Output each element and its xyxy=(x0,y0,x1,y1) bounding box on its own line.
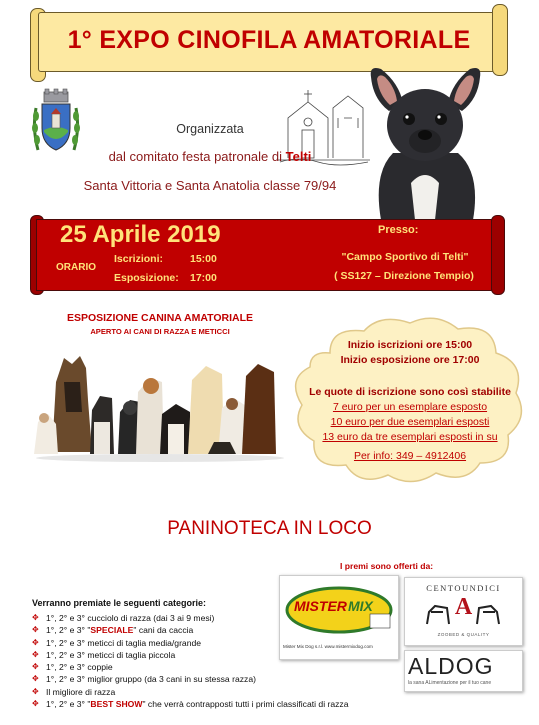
category-item: ✥ 1°, 2° e 3° meticci di taglia piccola xyxy=(32,649,176,660)
centoundici-subtitle: ZOOBED & QUALITY xyxy=(437,632,490,637)
sponsor-centoundici xyxy=(404,577,523,646)
mix-logo-text: MIX xyxy=(348,598,373,614)
esposizione-time: 17:00 xyxy=(190,272,217,284)
info-phone: Per info: 349 – 4912406 xyxy=(353,450,467,462)
page-title: 1° EXPO CINOFILA AMATORIALE xyxy=(67,26,471,54)
event-date-banner xyxy=(30,215,505,293)
paninoteca-heading: PANINOTECA IN LOCO xyxy=(167,518,372,539)
exhibition-subtitle: APERTO AI CANI DI RAZZA E METICCI xyxy=(90,327,230,336)
event-date: 25 Aprile 2019 xyxy=(60,221,221,248)
fee-two-dogs: 10 euro per due esemplari esposti xyxy=(330,416,490,428)
bullet-icon: ✥ xyxy=(32,674,39,684)
bullet-icon: ✥ xyxy=(32,699,39,709)
category-item: ✥ Il migliore di razza xyxy=(32,686,116,697)
iscrizioni-time: 15:00 xyxy=(190,253,217,265)
exhibition-title: ESPOSIZIONE CANINA AMATORIALE xyxy=(66,312,254,324)
orario-label: ORARIO xyxy=(56,262,96,273)
category-item: ✥ 1°, 2° e 3° meticci di taglia media/grande xyxy=(32,637,202,648)
bullet-icon: ✥ xyxy=(32,637,39,647)
venue-detail: ( SS127 – Direzione Tempio) xyxy=(334,270,474,282)
coat-of-arms-icon xyxy=(30,88,82,158)
venue-name: "Campo Sportivo di Telti" xyxy=(341,251,469,263)
bullet-icon: ✥ xyxy=(32,613,39,622)
organizer-committee: dal comitato festa patronale di xyxy=(108,149,286,164)
sponsor-mister-mix xyxy=(279,575,399,660)
category-item: ✥ 1°, 2° e 3° coppie xyxy=(32,662,113,673)
organizer-line-1: Organizzata xyxy=(176,122,244,136)
sponsor-aldog xyxy=(404,650,523,692)
mister-logo-text: MISTER xyxy=(294,598,347,614)
cloud-esposizione-start: Inizio esposizione ore 17:00 xyxy=(340,354,480,366)
esposizione-label: Esposizione: xyxy=(114,272,179,284)
sponsor-heading: I premi sono offerti da: xyxy=(340,561,434,571)
categories-heading: Verranno premiate le seguenti categorie: xyxy=(32,598,207,608)
presso-label: Presso: xyxy=(378,224,419,236)
mister-caption: Mister Mix Dog s.r.l. www.mistermixdog.com xyxy=(283,644,373,649)
cloud-iscrizioni-start: Inizio iscrizioni ore 15:00 xyxy=(347,339,473,351)
organizer-line-2 xyxy=(60,149,360,164)
category-item: ✥ 1°, 2° e 3° cucciolo di razza (dai 3 ai 9 mesi) xyxy=(32,613,215,623)
category-item: ✥ 1°, 2° e 3° "BEST SHOW" che verrà contrapposti tutti i primi classificati di razza xyxy=(32,699,349,710)
centoundici-letter: A xyxy=(454,594,473,620)
category-item: ✥ 1°, 2° e 3° "SPECIALE" cani da caccia xyxy=(32,625,194,636)
aldog-tagline: la sana ALimentazione per il tuo cane xyxy=(408,680,492,686)
bullet-icon: ✥ xyxy=(32,686,39,696)
bullet-icon: ✥ xyxy=(32,662,39,672)
aldog-logo: ALDOG xyxy=(408,653,494,679)
bullet-icon: ✥ xyxy=(32,649,39,659)
bullet-icon: ✥ xyxy=(32,625,39,635)
fee-one-dog: 7 euro per un esemplare esposto xyxy=(332,401,488,413)
fee-three-dogs: 13 euro da tre esemplari esposti in su xyxy=(322,431,498,443)
centoundici-name: CENTOUNDICI xyxy=(426,583,501,593)
fees-cloud xyxy=(290,313,530,488)
organizer-town: Telti xyxy=(285,149,312,164)
iscrizioni-label: Iscrizioni: xyxy=(114,253,164,265)
dogs-group-image xyxy=(30,342,288,462)
cloud-fees-heading: Le quote di iscrizione sono così stabilite xyxy=(309,386,511,398)
organizer-line-3: Santa Vittoria e Santa Anatolia classe 79/94 xyxy=(83,178,337,193)
category-item: ✥ 1°, 2° e 3° miglior gruppo (da 3 cani in su stessa razza) xyxy=(32,674,256,685)
french-bulldog-image xyxy=(363,63,488,220)
